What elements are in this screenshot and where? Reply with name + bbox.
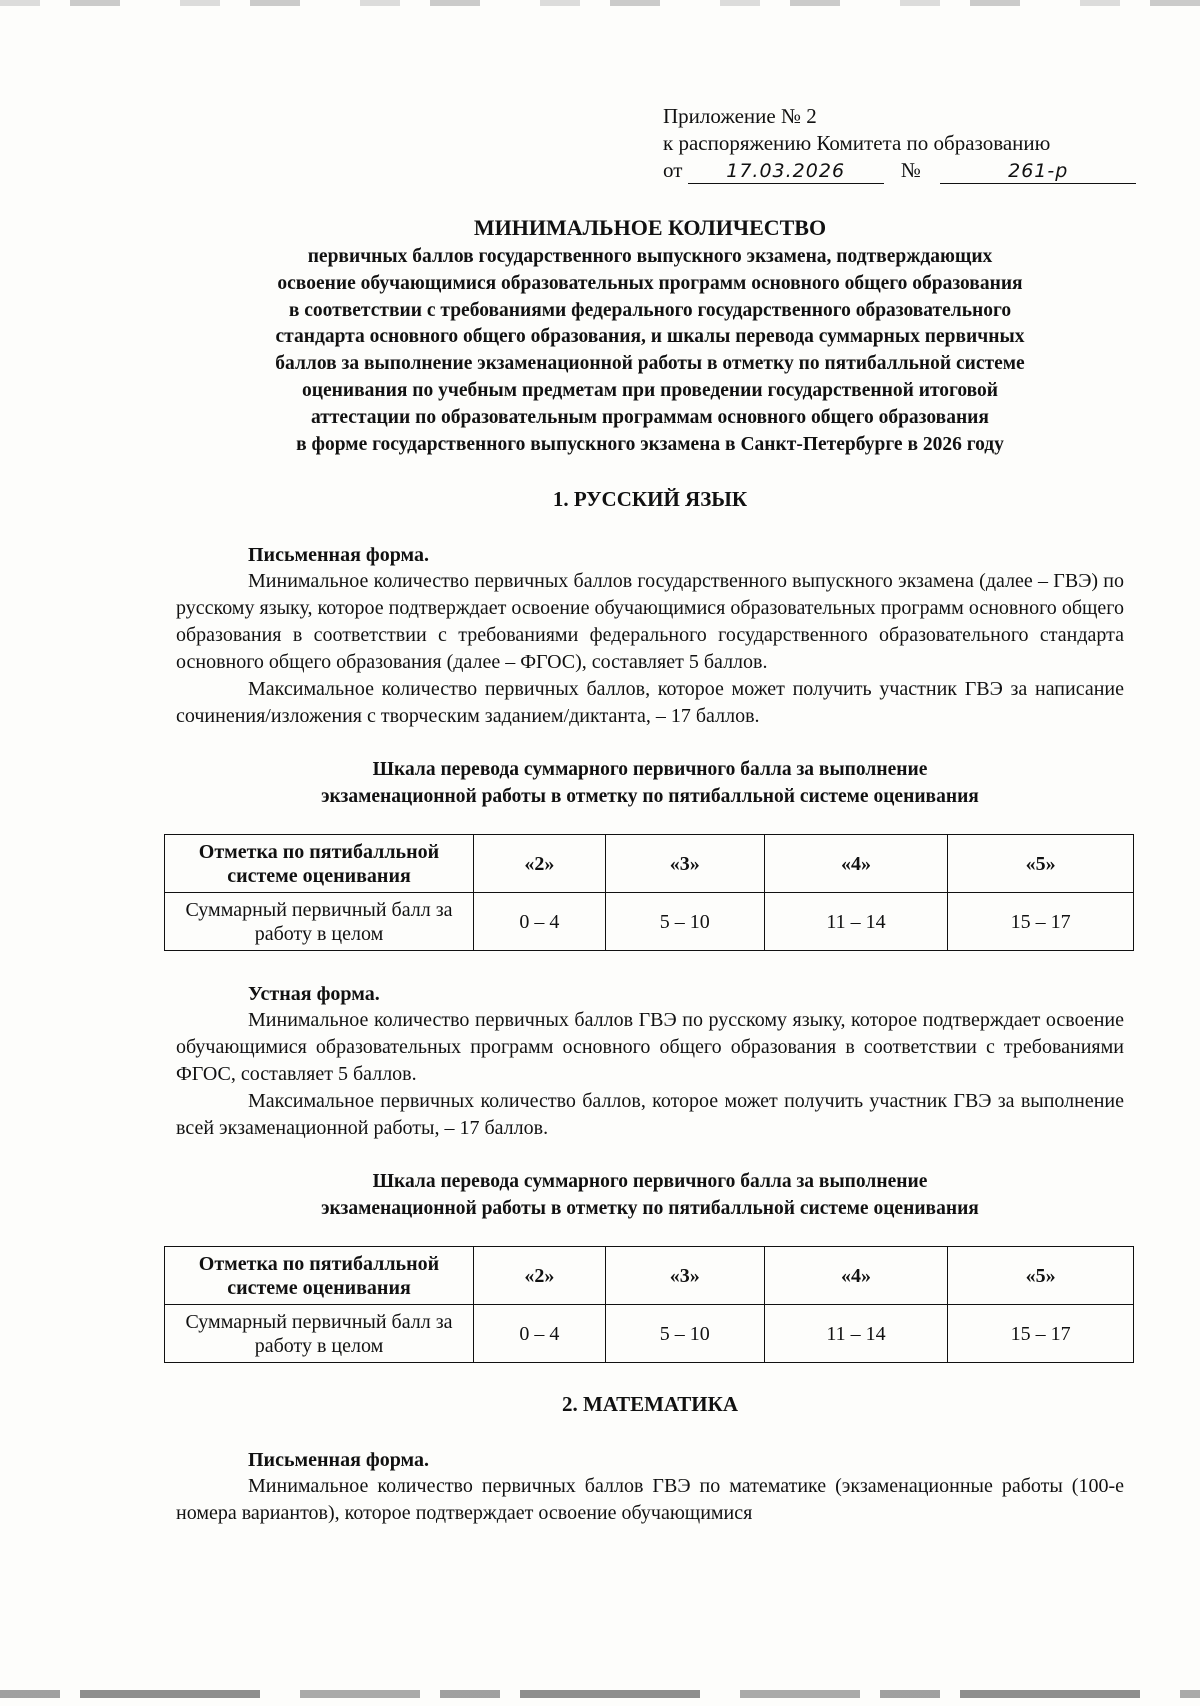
paragraph: Максимальное первичных количество баллов, которое может получить участник ГВЭ за выполнение всей экзаменационной работы, – 17 баллов. [176,1090,1124,1140]
scale-table-oral [164,1246,1134,1363]
grade-cell: «3» [605,835,764,893]
table-row [165,893,1134,951]
scale-heading-line: Шкала перевода суммарного первичного балла за выполнение [372,759,928,781]
grade-cell: «5» [948,1247,1134,1305]
range-cell: 0 – 4 [474,893,606,951]
range-cell: 15 – 17 [948,1305,1134,1363]
table-row [165,1305,1134,1363]
document-body [176,214,1124,1527]
appendix-line-2: к распоряжению Комитета по образованию [663,131,1051,155]
range-cell: 11 – 14 [764,893,948,951]
subtitle-line: первичных баллов государственного выпускного экзамена, подтверждающих [307,246,993,267]
date-prefix: от [663,158,683,182]
appendix-date-line [663,157,1123,184]
range-cell: 0 – 4 [474,1305,606,1363]
table-row-label: Суммарный первичный балл за работу в целом [165,893,474,951]
subtitle-line: оценивания по учебным предметам при проведении государственной итоговой [301,379,999,401]
range-cell: 5 – 10 [605,893,764,951]
scan-edge-bottom [0,1690,1200,1698]
paragraph: Минимальное количество первичных баллов государственного выпускного экзамена (далее – ГВЭ) по русскому языку, которое подтверждает освоение обучающимися образовательных программ основного общего образования в соответствии с требованиями федерального государственного образовательного стандарта основного общего образования (далее – ФГОС), составляет 5 баллов. [176,570,1124,674]
scale-heading-line: экзаменационной работы в отметку по пятибалльной системе оценивания [321,786,979,808]
subtitle-line: аттестации по образовательным программам основного общего образования [311,406,989,428]
subtitle-line: освоение обучающимися образовательных программ основного общего образования [277,272,1023,294]
scale-heading [176,756,1124,810]
appendix-block [663,103,1123,184]
table-row [165,1247,1134,1305]
range-cell: 5 – 10 [605,1305,764,1363]
section-heading-math: 2. МАТЕМАТИКА [561,1392,739,1417]
scale-table-written [164,834,1134,951]
table-row [165,835,1134,893]
table-row-label: Суммарный первичный балл за работу в целом [165,1305,474,1363]
table-header-label: Отметка по пятибалльной системе оценивания [165,835,474,893]
form-heading-oral: Устная форма. [248,983,380,1006]
subtitle-line: в форме государственного выпускного экзамена в Санкт-Петербурге в 2026 году [296,433,1004,455]
scale-heading [176,1168,1124,1222]
number-label: № [900,158,921,182]
grade-cell: «2» [474,1247,606,1305]
subtitle-line: баллов за выполнение экзаменационной работы в отметку по пятибалльной системе [275,353,1025,375]
scan-edge-top [0,0,1200,6]
form-heading-written-math: Письменная форма. [248,1449,430,1472]
document-title: МИНИМАЛЬНОЕ КОЛИЧЕСТВО [473,215,827,240]
range-cell: 15 – 17 [948,893,1134,951]
paragraph: Максимальное количество первичных баллов, которое может получить участник ГВЭ за написание сочинения/изложения с творческим заданием/диктанта, – 17 баллов. [176,678,1124,728]
form-heading-written: Письменная форма. [248,544,430,567]
paragraph: Минимальное количество первичных баллов ГВЭ по русскому языку, которое подтверждает освоение обучающимися образовательных программ основного общего образования в соответствии с требованиями ФГОС, составляет 5 баллов. [176,1009,1124,1086]
appendix-line-1: Приложение № 2 [663,104,817,128]
grade-cell: «5» [948,835,1134,893]
range-cell: 11 – 14 [764,1305,948,1363]
date-handwritten: 17.03.2026 [688,159,884,184]
number-handwritten: 261-р [940,159,1136,184]
grade-cell: «2» [474,835,606,893]
section-heading-russian: 1. РУССКИЙ ЯЗЫК [552,487,748,512]
subtitle-line: стандарта основного общего образования, и шкалы перевода суммарных первичных [275,326,1025,348]
grade-cell: «4» [764,1247,948,1305]
scale-heading-line: Шкала перевода суммарного первичного балла за выполнение [372,1171,928,1193]
table-header-label: Отметка по пятибалльной системе оценивания [165,1247,474,1305]
scale-heading-line: экзаменационной работы в отметку по пятибалльной системе оценивания [321,1198,979,1220]
grade-cell: «3» [605,1247,764,1305]
grade-cell: «4» [764,835,948,893]
paragraph: Минимальное количество первичных баллов ГВЭ по математике (экзаменационные работы (100-е номера вариантов), которое подтверждает освоение обучающимися [176,1475,1124,1525]
subtitle-line: в соответствии с требованиями федерального государственного образовательного [288,299,1012,321]
document-subtitle [176,244,1124,458]
